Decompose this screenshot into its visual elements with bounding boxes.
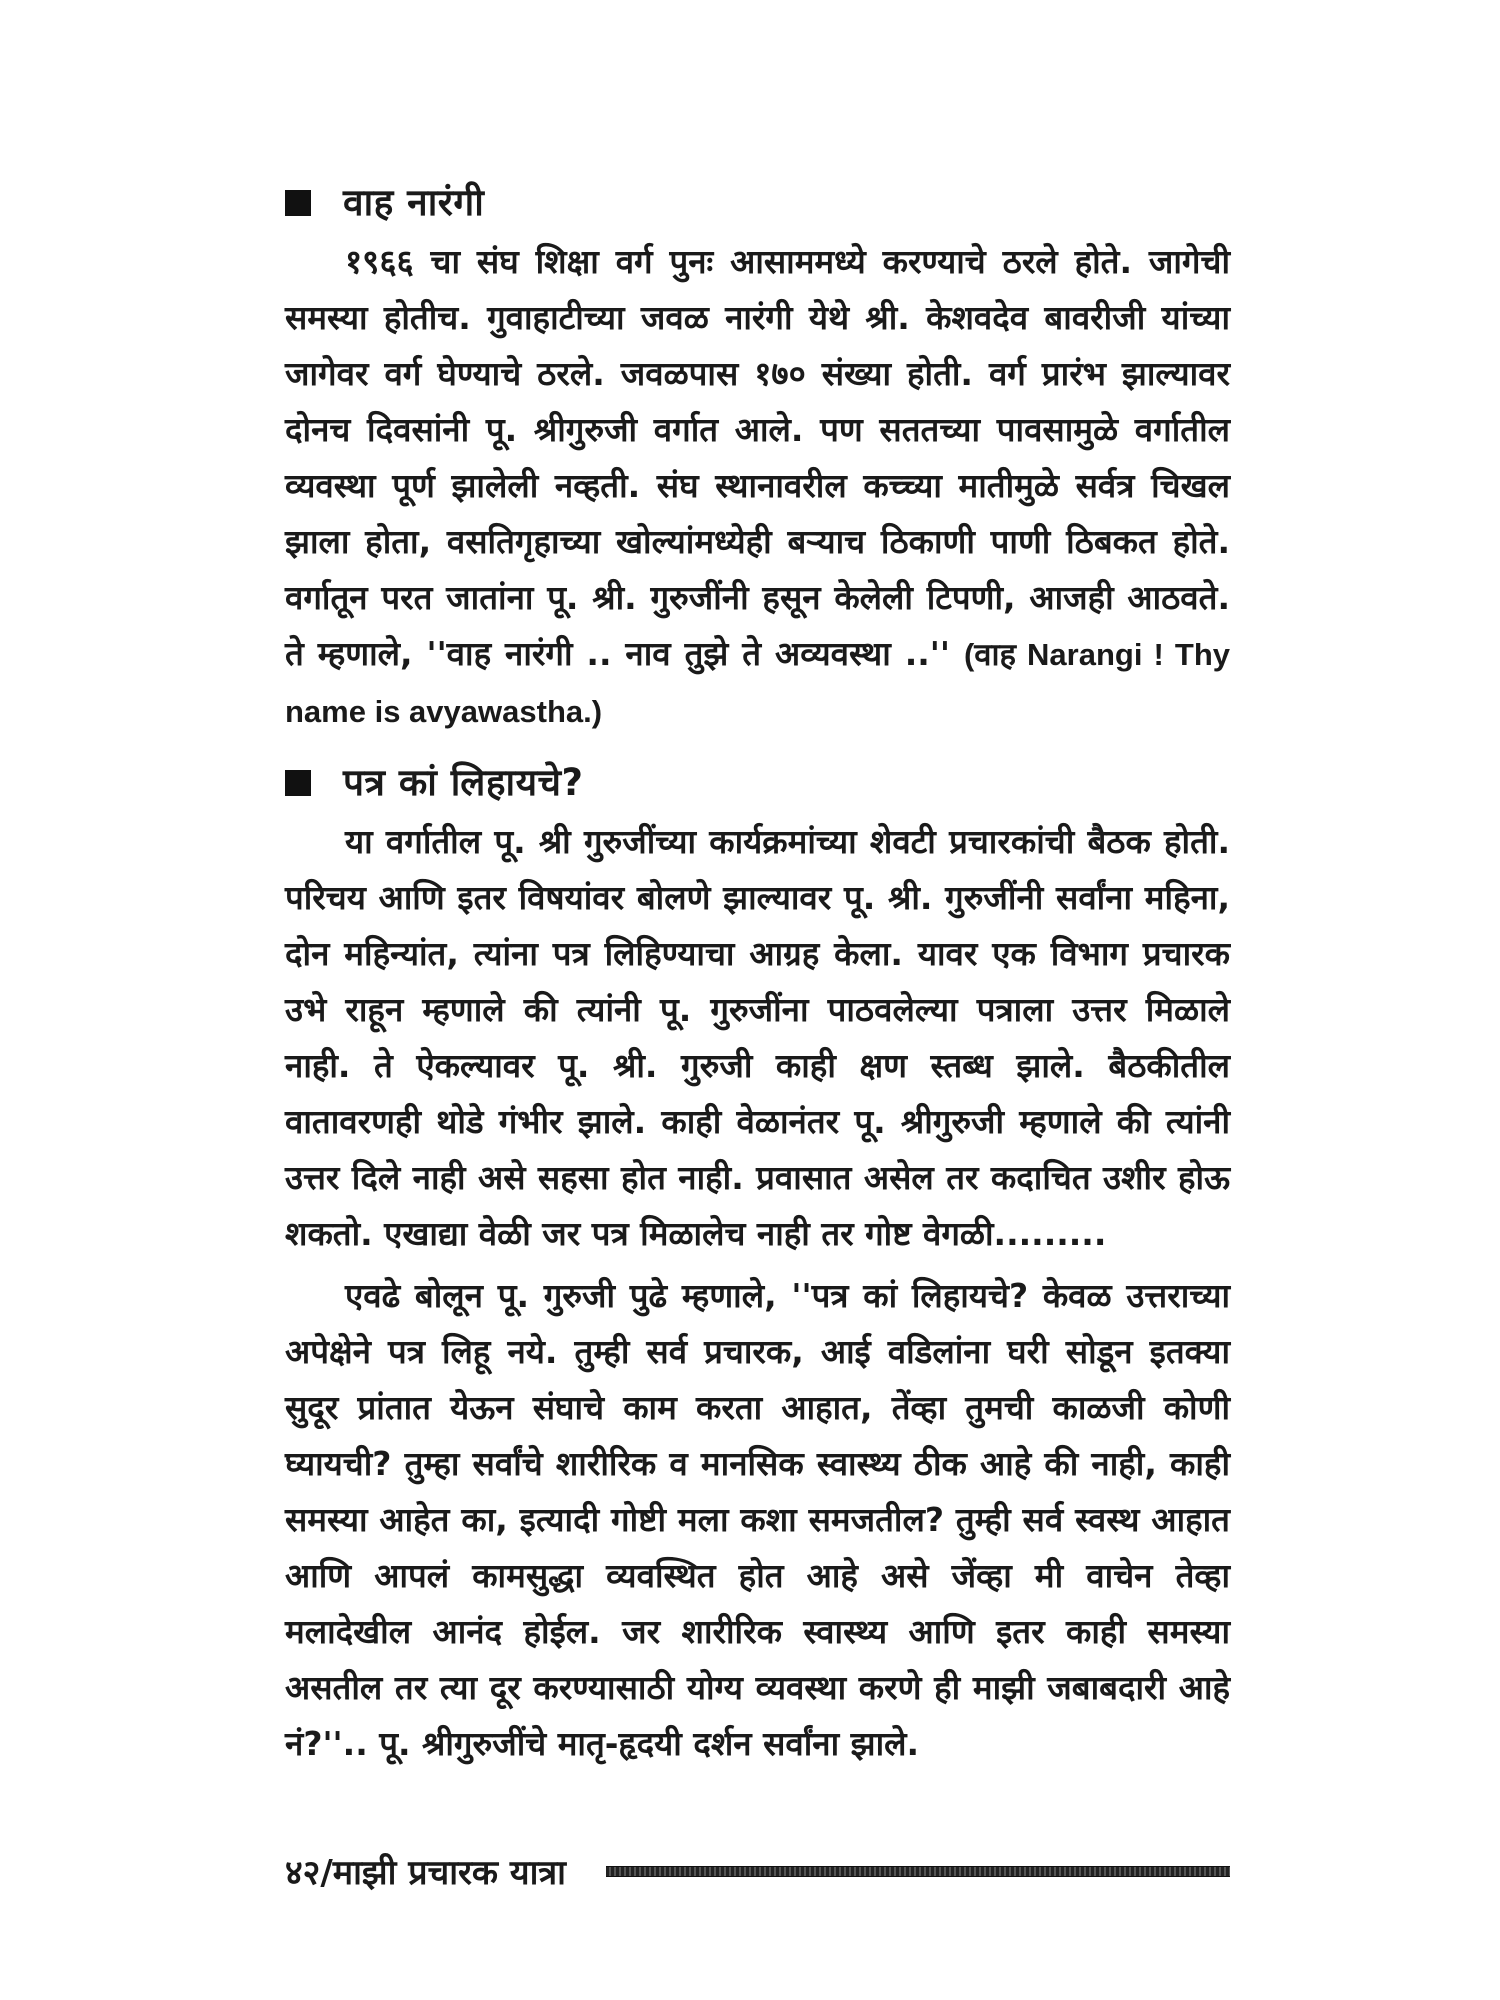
section-why-write-letters [285, 758, 1230, 1772]
heading-text: वाह नारंगी [343, 181, 485, 224]
page-number-label: ४२/माझी प्रचारक यात्रा [285, 1853, 566, 1893]
paragraph-text: १९६६ चा संघ शिक्षा वर्ग पुनः आसाममध्ये करण्याचे ठरले होते. जागेची समस्या होतीच. गुवाहाटीच्या जवळ नारंगी येथे श्री. केशवदेव बावरीजी यांच्या जागेवर वर्ग घेण्याचे ठरले. जवळपास १७० संख्या होती. वर्ग प्रारंभ झाल्यावर दोनच दिवसांनी पू. श्रीगुरुजी वर्गात आले. पण सततच्या पावसामुळे वर्गातील व्यवस्था पूर्ण झालेली नव्हती. संघ स्थानावरील कच्च्या मातीमुळे सर्वत्र चिखल झाला होता, वसतिगृहाच्या खोल्यांमध्येही बऱ्याच ठिकाणी पाणी ठिबकत होते. वर्गातून परत जातांना पू. श्री. गुरुजींनी हसून केलेली टिपणी, आजही आठवते. ते म्हणाले, ''वाह नारंगी .. नाव तुझे ते अव्यवस्था ..'' [285, 242, 1231, 673]
paragraph: एवढे बोलून पू. गुरुजी पुढे म्हणाले, ''पत्र कां लिहायचे? केवळ उत्तराच्या अपेक्षेने पत्र लिहू नये. तुम्ही सर्व प्रचारक, आई वडिलांना घरी सोडून इतक्या सुदूर प्रांतात येऊन संघाचे काम करता आहात, तेंव्हा तुमची काळजी कोणी घ्यायची? तुम्हा सर्वांचे शारीरिक व मानसिक स्वास्थ्य ठीक आहे की नाही, काही समस्या आहेत का, इत्यादी गोष्टी मला कशा समजतील? तुम्ही सर्व स्वस्थ आहात आणि आपलं कामसुद्धा व्यवस्थित होत आहे असे जेंव्हा मी वाचेन तेव्हा मलादेखील आनंद होईल. जर शारीरिक स्वास्थ्य आणि इतर काही समस्या असतील तर त्या दूर करण्यासाठी योग्य व्यवस्था करणे ही माझी जबाबदारी आहे नं?''.. पू. श्रीगुरुजींचे मातृ-हृदयी दर्शन सर्वांना झाले. [285, 1276, 1230, 1763]
paragraph [285, 234, 1230, 740]
square-bullet-icon [285, 190, 311, 216]
paragraph: या वर्गातील पू. श्री गुरुजींच्या कार्यक्रमांच्या शेवटी प्रचारकांची बैठक होती. परिचय आणि इतर विषयांवर बोलणे झाल्यावर पू. श्री. गुरुजींनी सर्वांना महिना, दोन महिन्यांत, त्यांना पत्र लिहिण्याचा आग्रह केला. यावर एक विभाग प्रचारक उभे राहून म्हणाले की त्यांनी पू. गुरुजींना पाठवलेल्या पत्राला उत्तर मिळाले नाही. ते ऐकल्यावर पू. श्री. गुरुजी काही क्षण स्तब्ध झाले. बैठकीतील वातावरणही थोडे गंभीर झाले. काही वेळानंतर पू. श्रीगुरुजी म्हणाले की त्यांनी उत्तर दिले नाही असे सहसा होत नाही. प्रवासात असेल तर कदाचित उशीर होऊ शकतो. एखाद्या वेळी जर पत्र मिळालेच नाही तर गोष्ट वेगळी......... [285, 822, 1230, 1253]
section-heading [285, 178, 1230, 228]
page-footer [285, 1848, 1230, 1894]
footer-rule [606, 1866, 1230, 1877]
latin-translation: (वाह Narangi ! Thy name is avyawastha.) [285, 637, 1230, 729]
page-body [285, 178, 1230, 1772]
section-wah-narangi [285, 178, 1230, 740]
heading-text: पत्र कां लिहायचे? [343, 761, 584, 804]
section-heading [285, 758, 1230, 808]
square-bullet-icon [285, 770, 311, 796]
